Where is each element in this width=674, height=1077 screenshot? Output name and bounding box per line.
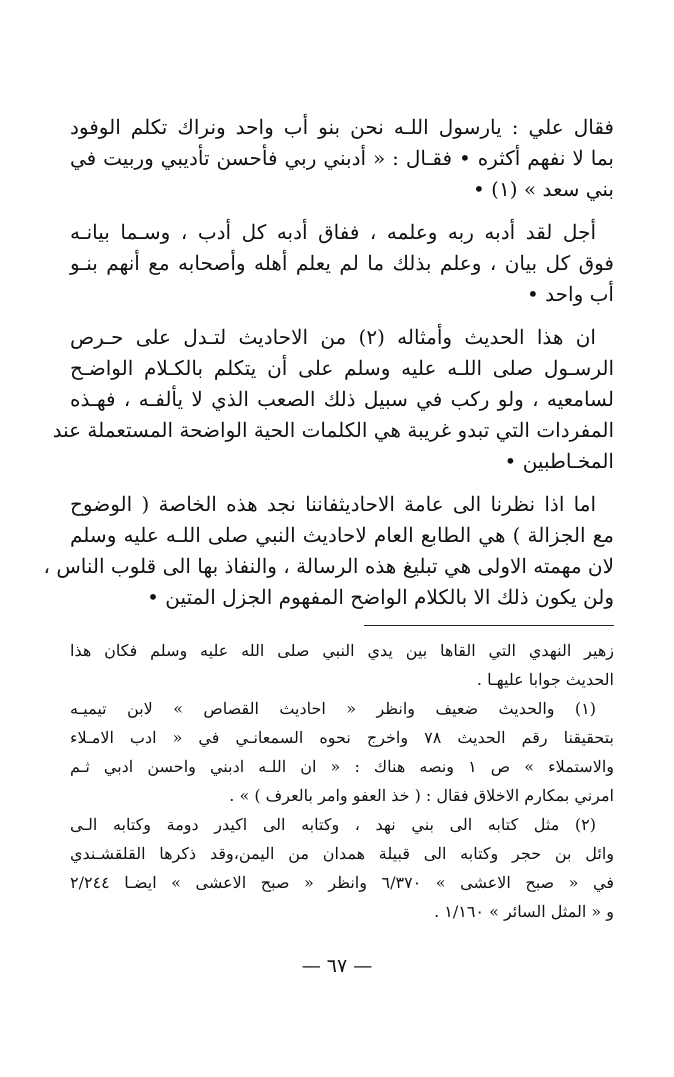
footnote-line: و « المثل السائر » ١/١٦٠ . xyxy=(434,902,614,921)
text-line: لسامعيه ، ولو ركب في سبيل ذلك الصعب الذي لا يألفـه ، فهـذه xyxy=(70,387,614,411)
footnote-line: وائل بن حجر وكتابه الى قبيلة همدان من اليمن،وقد ذكرها القلقشـندي xyxy=(70,844,614,863)
footnotes xyxy=(70,636,614,926)
main-text xyxy=(43,112,614,613)
text-line: أجل لقد أدبه ربه وعلمه ، ففاق أدبه كل أدب ، وسـما بيانـه xyxy=(70,220,596,244)
text-line: بما لا نفهم أكثره • فقـال : « أدبني ربي فأحسن تأديبي وربيت في xyxy=(70,146,614,170)
text-line: اما اذا نظرنا الى عامة الاحاديثفاننا نجد هذه الخاصة ( الوضوح xyxy=(70,492,596,516)
text-line: أب واحد • xyxy=(527,282,614,306)
book-page xyxy=(43,112,615,926)
text-line: المخـاطبين • xyxy=(504,449,614,473)
text-line: لان مهمته الاولى هي تبليغ هذه الرسالة ، والنفاذ بها الى قلوب الناس ، xyxy=(43,554,614,578)
text-line: الرسـول صلى اللـه عليه وسلم على أن يتكلم بالكـلام الواضـح xyxy=(70,356,614,380)
text-line: ولن يكون ذلك الا بالكلام الواضح المفهوم الجزل المتين • xyxy=(147,585,614,609)
footnote-line: (١) والحديث ضعيف وانظر « احاديث القصاص » لابن تيميـه xyxy=(70,699,596,718)
footnote-line: الحديث جوابا عليهـا . xyxy=(476,670,614,689)
text-line: فقال علي : يارسول اللـه نحن بنو أب واحد ونراك تكلم الوفود xyxy=(70,115,614,139)
paragraph-4 xyxy=(43,489,614,613)
page-number: — ٦٧ — xyxy=(301,955,373,977)
footnote-line: (٢) مثل كتابه الى بني نهد ، وكتابه الى اكيدر دومة وكتابه الـى xyxy=(70,815,596,834)
text-line: مع الجزالة ) هي الطابع العام لاحاديث النبي صلى اللـه عليه وسلم xyxy=(70,523,614,547)
footnote-line: والاستملاء » ص ١ ونصه هناك : « ان اللـه ادبني واحسن ادبي ثـم xyxy=(70,757,614,776)
footnote-2 xyxy=(70,810,614,926)
text-line: المفردات التي تبدو غريبة هي الكلمات الحية الواضحة المستعملة عند xyxy=(52,418,614,442)
footnote-divider xyxy=(364,625,614,626)
footnote-line: امرني بمكارم الاخلاق فقال : ( خذ العفو وامر بالعرف ) » . xyxy=(229,786,614,805)
footnote-line: بتحقيقنا رقم الحديث ٧٨ واخرج نحوه السمعانـي في « ادب الامـلاء xyxy=(70,728,615,747)
footnote-line: في « صبح الاعشى » ٦/٣٧٠ وانظر « صبح الاعشى » ايضـا ٢/٢٤٤ xyxy=(70,873,614,892)
footnote-line: زهير النهدي التي القاها بين يدي النبي صلى الله عليه وسلم فكان هذا xyxy=(70,641,614,660)
text-line: بني سعد » (١) • xyxy=(472,177,614,201)
paragraph-3 xyxy=(52,322,614,477)
footnote-continuation xyxy=(70,636,614,694)
footnote-1 xyxy=(70,694,614,810)
text-line: ان هذا الحديث وأمثاله (٢) من الاحاديث لتـدل على حـرص xyxy=(70,325,596,349)
text-line: فوق كل بيان ، وعلم بذلك ما لم يعلم أهله وأصحابه مع أنهم بنـو xyxy=(70,251,614,275)
paragraph-2 xyxy=(70,217,614,310)
paragraph-1 xyxy=(70,112,614,205)
